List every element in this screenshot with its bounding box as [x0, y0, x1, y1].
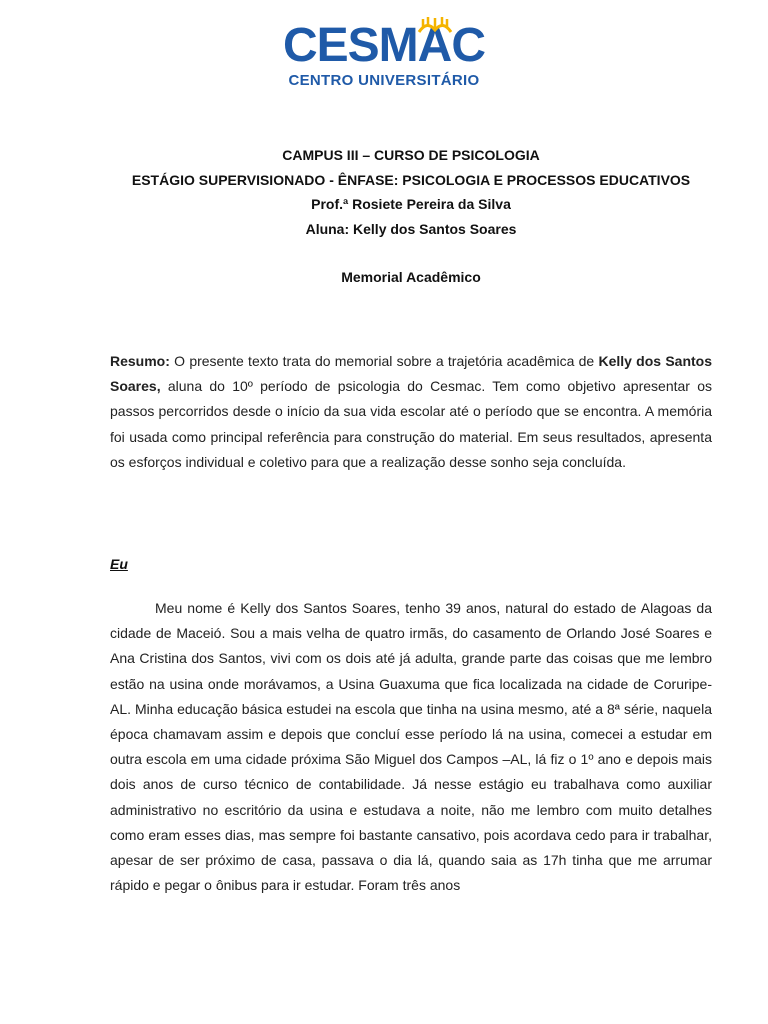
professor-line: Prof.ª Rosiete Pereira da Silva: [311, 196, 511, 212]
campus-course-line: CAMPUS III – CURSO DE PSICOLOGIA: [282, 147, 540, 163]
abstract-label: Resumo:: [110, 353, 170, 369]
logo-name: CESMAC: [282, 19, 485, 72]
student-line: Aluna: Kelly dos Santos Soares: [305, 220, 517, 237]
abstract-paragraph: [110, 349, 712, 475]
logo-wordmark: [282, 19, 485, 72]
abstract-text-start: O presente texto trata do memorial sobre a trajetória acadêmica de: [169, 353, 599, 369]
logo-subtitle: CENTRO UNIVERSITÁRIO: [288, 72, 480, 89]
body-paragraph: Meu nome é Kelly dos Santos Soares, tenho 39 anos, natural do estado de Alagoas da cidade de Maceió. Sou a mais velha de quatro irmãs, do casamento de Orlando José Soares e Ana Cristina dos Santos, vivi com os dois até já adulta, grande parte das coisas que me lembro estão na usina onde morávamos, a Usina Guaxuma que fica localizada na cidade de Coruripe-AL. Minha educação básica estudei na escola que tinha na usina mesmo, até a 8ª série, naquela época chamavam assim e depois que concluí esse período lá na usina, comecei a estudar em outra escola em uma cidade próxima São Miguel dos Campos –AL, lá fiz o 1º ano e depois mais dois anos de curso técnico de contabilidade. Já nesse estágio eu trabalhava como auxiliar administrativo no escritório da usina e estudava a noite, não me lembro com muito detalhes como eram esses dias, mas sempre foi bastante cansativo, pois acordava cedo para ir trabalhar, apesar de ser próximo de casa, passava o dia lá, quando saia as 17h tinha que me arrumar rápido e pegar o ônibus para ir estudar. Foram três anos: [110, 600, 712, 894]
document-title: Memorial Acadêmico: [341, 269, 481, 285]
abstract-author-name: Kelly dos Santos Soares,: [110, 353, 712, 395]
open-book-icon: [415, 16, 455, 34]
document-header: [110, 143, 712, 290]
internship-line: ESTÁGIO SUPERVISIONADO - ÊNFASE: PSICOLOGIA E PROCESSOS EDUCATIVOS: [131, 171, 691, 188]
abstract-text-end: aluna do 10º período de psicologia do Cesmac. Tem como objetivo apresentar os passos percorridos desde o início da sua vida escolar até o período que se encontra. A memória foi usada como principal referência para construção do material. Em seus resultados, apresenta os esforços individual e coletivo para que a realização desse sonho seja concluída.: [110, 378, 712, 470]
section-heading: Eu: [110, 556, 128, 572]
institution-logo: [0, 19, 768, 89]
